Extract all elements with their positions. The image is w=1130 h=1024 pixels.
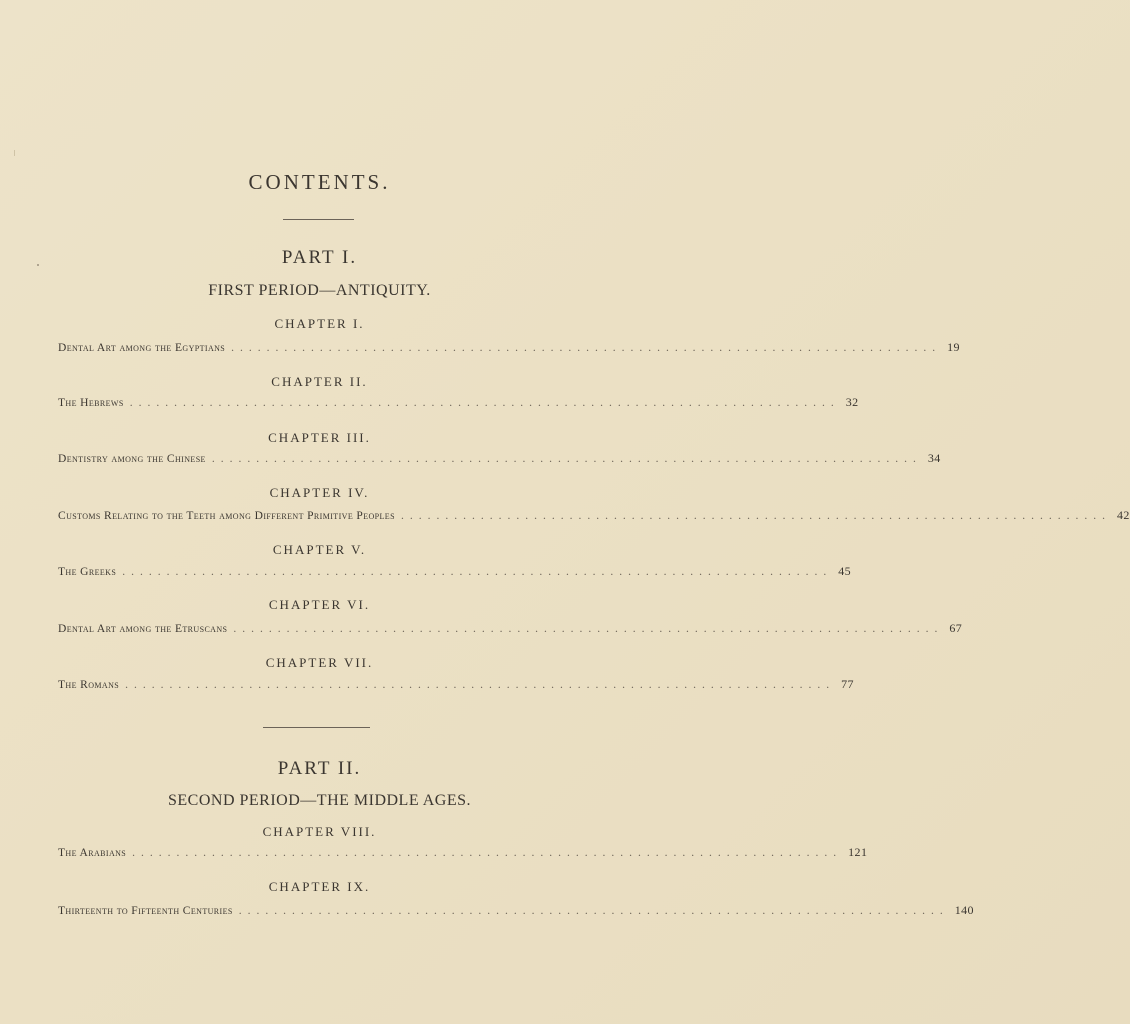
chapter-5-heading: CHAPTER V. [272,542,367,557]
toc-entry-chapter-3[interactable] [58,451,941,467]
toc-entry-chapter-5[interactable] [58,564,852,580]
chapter-1-heading: CHAPTER I. [274,316,365,331]
entry-title: The Hebrews [58,397,124,409]
chapter-4-heading: CHAPTER IV. [269,485,370,500]
page-number: 19 [947,340,960,354]
dot-leader: ................................................................................ [132,847,843,859]
part-2-period: SECOND PERIOD—THE MIDDLE AGES. [168,792,471,809]
page-number: 121 [848,845,868,859]
dot-leader: ................................................................................ [238,905,949,917]
page-number: 42 [1116,508,1130,522]
page-number: 140 [954,903,974,917]
entry-title: Dental Art among the Egyptians [58,342,226,354]
dot-leader: ................................................................................ [233,623,944,635]
toc-entry-chapter-8[interactable] [58,845,868,861]
title-rule [283,219,354,220]
dot-leader: ................................................................................ [125,679,836,691]
chapter-7-heading: CHAPTER VII. [265,655,374,670]
entry-title: The Romans [58,679,120,691]
entry-title: The Greeks [58,566,117,578]
dot-leader: ................................................................................ [231,342,942,354]
page-number: 67 [949,621,963,635]
page-number: 77 [841,677,854,691]
dot-leader: ................................................................................ [122,566,833,578]
toc-entry-chapter-7[interactable] [58,677,854,693]
part-1-period: FIRST PERIOD—ANTIQUITY. [208,282,431,299]
entry-title: The Arabians [58,847,127,859]
chapter-6-heading: CHAPTER VI. [268,597,371,612]
chapter-2-heading: CHAPTER II. [271,374,368,389]
entry-title: Dental Art among the Etruscans [58,623,228,635]
contents-title: CONTENTS. [248,170,391,194]
entry-title: Thirteenth to Fifteenth Centuries [58,905,233,917]
part-1-title: PART I. [281,247,358,268]
page-number: 34 [927,451,941,465]
toc-entry-chapter-2[interactable] [58,395,859,411]
dot-leader: ................................................................................ [211,453,922,465]
dot-leader: ................................................................................ [129,397,840,409]
toc-entry-chapter-4[interactable] [58,508,1130,524]
entry-title: Customs Relating to the Teeth among Different Primitive Peoples [58,510,395,522]
dot-leader: ................................................................................ [400,510,1111,522]
page-number: 45 [838,564,852,578]
chapter-9-heading: CHAPTER IX. [268,879,371,894]
part-divider-rule [263,727,370,728]
chapter-3-heading: CHAPTER III. [268,430,371,445]
paper-speck [14,150,15,156]
toc-entry-chapter-9[interactable] [58,903,974,919]
entry-title: Dentistry among the Chinese [58,453,206,465]
paper-speck [37,264,39,266]
toc-entry-chapter-6[interactable] [58,621,963,637]
part-2-title: PART II. [277,758,362,779]
chapter-8-heading: CHAPTER VIII. [262,824,377,839]
toc-entry-chapter-1[interactable] [58,340,960,356]
page-number: 32 [845,395,859,409]
